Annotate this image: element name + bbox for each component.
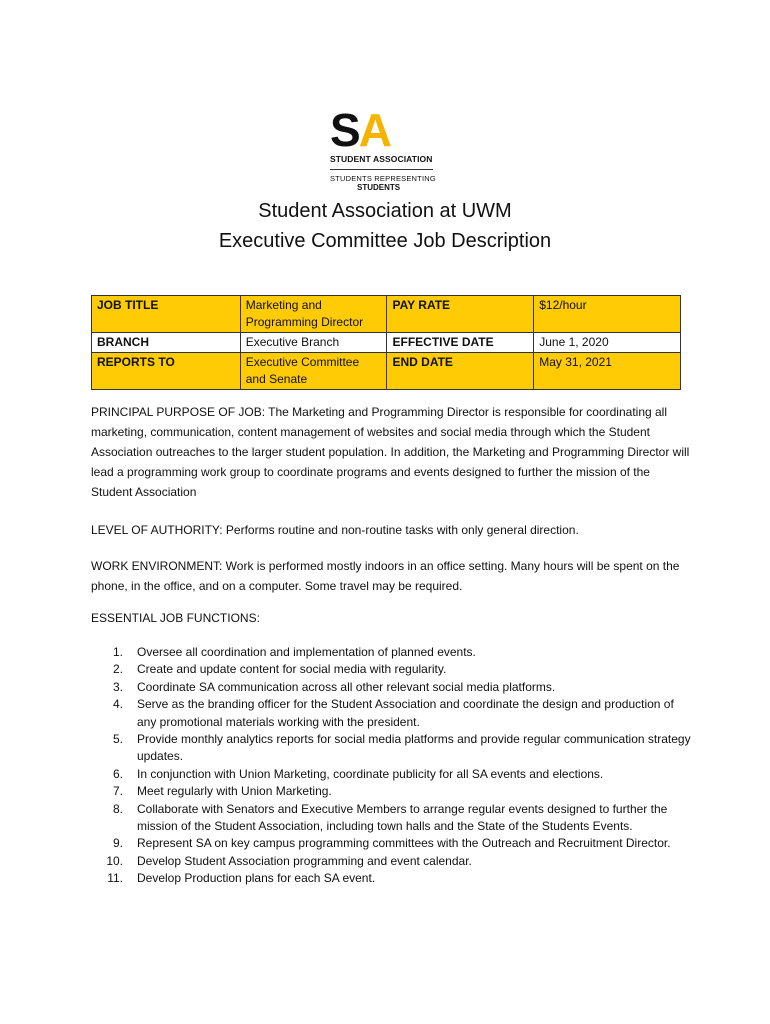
list-item [91, 801, 691, 836]
branch-value: Executive Branch [240, 333, 387, 353]
branch-label: BRANCH [92, 333, 241, 353]
list-item-number: 8. [112, 801, 123, 816]
job-title-value-line-1: Marketing and [245, 298, 322, 312]
reports-to-value-line-1: Executive Committee [245, 355, 360, 369]
list-item-number: 5. [112, 732, 123, 747]
list-item-number: 3. [112, 679, 123, 694]
list-item-text: Oversee all coordination and implementation of planned events. [137, 645, 476, 659]
level-of-authority-paragraph: LEVEL OF AUTHORITY: Performs routine and non-routine tasks with only general direction. [91, 523, 579, 537]
list-item [91, 731, 691, 766]
list-item [91, 644, 691, 661]
list-item [91, 661, 691, 678]
document-title-line-1: Student Association at UWM [258, 200, 512, 222]
table-row [92, 353, 681, 390]
pay-rate-value: $12/hour [534, 296, 681, 333]
end-date-label: END DATE [387, 353, 534, 390]
reports-to-label: REPORTS TO [92, 353, 241, 390]
end-date-value: May 31, 2021 [534, 353, 681, 390]
list-item-number: 2. [112, 662, 123, 677]
pay-rate-label: PAY RATE [387, 296, 534, 333]
principal-purpose-paragraph: PRINCIPAL PURPOSE OF JOB: The Marketing and Programming Director is responsible for coordinating all marketing, communication, content management of websites and social media through which the Student Association outreaches to the larger student population. In addition, the Marketing and Programming Director will lead a programming work group to coordinate programs and events designed to further the mission of the Student Association [91, 405, 690, 499]
logo-mark [330, 104, 440, 156]
table-row [92, 296, 681, 333]
effective-date-label: EFFECTIVE DATE [387, 333, 534, 353]
work-environment-paragraph: WORK ENVIRONMENT: Work is performed mostly indoors in an office setting. Many hours will be spent on the phone, in the office, and on a computer. Some travel may be required. [91, 559, 680, 593]
essential-functions-heading: ESSENTIAL JOB FUNCTIONS: [91, 611, 260, 625]
effective-date-value: June 1, 2020 [534, 333, 681, 353]
document-title-line-2: Executive Committee Job Description [218, 230, 552, 252]
list-item-text: Provide monthly analytics reports for social media platforms and provide regular communication strategy updates. [137, 732, 691, 764]
job-title-value-line-2: Programming Director [245, 315, 364, 329]
logo-letter-s: S [330, 104, 359, 156]
list-item [91, 870, 691, 887]
list-item-text: Create and update content for social media with regularity. [137, 662, 447, 677]
list-item [91, 679, 691, 696]
table-row [92, 333, 681, 353]
job-title-label: JOB TITLE [92, 296, 241, 333]
student-association-logo [330, 104, 440, 192]
list-item-number: 9. [112, 836, 123, 851]
logo-tagline-2: STUDENTS [357, 183, 401, 192]
list-item-number: 7. [112, 784, 123, 799]
list-item-text: Meet regularly with Union Marketing. [137, 784, 332, 799]
logo-divider [330, 169, 433, 170]
list-item [91, 783, 691, 800]
logo-letter-a: A [358, 104, 390, 156]
list-item [91, 835, 691, 852]
logo-name: STUDENT ASSOCIATION [330, 154, 433, 164]
essential-functions-list [91, 644, 691, 888]
reports-to-value [240, 353, 387, 390]
list-item-number: 6. [112, 766, 123, 781]
list-item-text: Coordinate SA communication across all other relevant social media platforms. [137, 679, 556, 694]
list-item [91, 766, 691, 783]
job-title-value [240, 296, 387, 333]
reports-to-value-line-2: and Senate [245, 372, 308, 386]
list-item-text: In conjunction with Union Marketing, coordinate publicity for all SA events and elections. [137, 766, 604, 781]
list-item-text: Serve as the branding officer for the Student Association and coordinate the design and production of any promotional materials working with the president. [137, 697, 674, 729]
list-item-number: 10. [106, 853, 123, 868]
list-item-number: 11. [107, 871, 123, 886]
list-item-text: Develop Production plans for each SA event. [137, 871, 376, 886]
list-item [91, 696, 691, 731]
list-item [91, 853, 691, 870]
list-item-text: Develop Student Association programming and event calendar. [137, 853, 472, 868]
list-item-text: Collaborate with Senators and Executive Members to arrange regular events designed to further the mission of the Student Association, including town halls and the State of the Students Events. [137, 801, 668, 834]
list-item-number: 4. [112, 697, 123, 712]
list-item-number: 1. [112, 645, 123, 659]
list-item-text: Represent SA on key campus programming committees with the Outreach and Recruitment Director. [137, 836, 671, 851]
job-info-table [91, 295, 681, 390]
logo-tagline-1: STUDENTS REPRESENTING [330, 174, 436, 183]
